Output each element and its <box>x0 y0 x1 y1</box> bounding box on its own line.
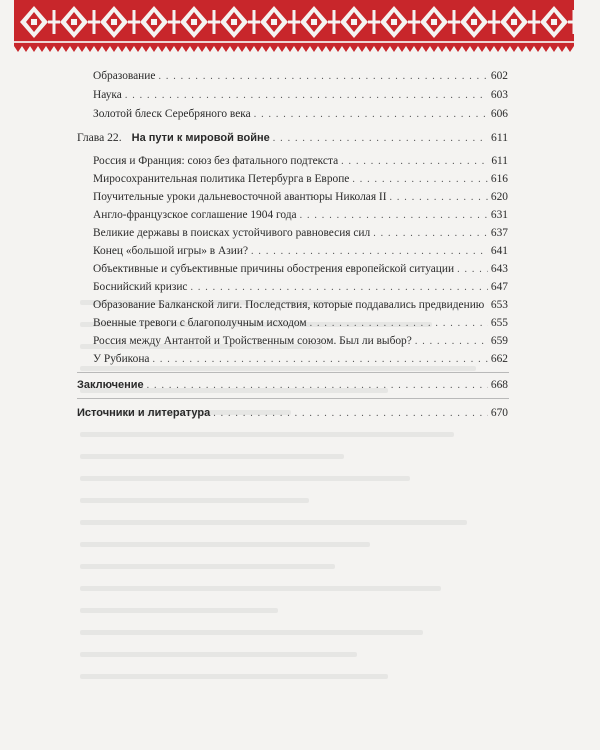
toc-entry-sources <box>77 406 508 421</box>
toc-entry-page: 662 <box>490 353 508 365</box>
section-divider <box>77 372 509 373</box>
toc-entry <box>93 334 508 349</box>
toc-entry <box>93 316 508 331</box>
dot-leader <box>373 227 488 241</box>
toc-entry-title: Образование <box>93 70 156 82</box>
toc-entry <box>93 298 508 313</box>
toc-entry-page: 611 <box>491 155 508 167</box>
toc-entry-title: Наука <box>93 89 122 101</box>
chapter-label <box>77 131 270 145</box>
dot-leader <box>254 108 488 122</box>
toc-entry-conclusion <box>77 378 508 393</box>
toc-entry <box>93 244 508 259</box>
dot-leader <box>213 407 488 421</box>
toc-entry <box>93 190 508 205</box>
toc-entry-title: Источники и литература <box>77 407 211 419</box>
toc-entry <box>93 280 508 295</box>
toc-entry <box>93 154 508 169</box>
toc-entry-page: 616 <box>490 173 508 185</box>
toc-entry-title: Образование Балканской лиги. Последствия, которые поддавались предвидению <box>93 299 485 311</box>
dot-leader <box>310 317 488 331</box>
chapter-title: На пути к мировой войне <box>131 132 270 144</box>
chapter-number: Глава 22. <box>77 131 122 144</box>
toc-entry <box>93 172 508 187</box>
dot-leader <box>273 132 488 146</box>
dot-leader <box>190 281 487 295</box>
dot-leader <box>352 173 488 187</box>
toc-entry-title: У Рубикона <box>93 353 150 365</box>
toc-entry <box>93 262 508 277</box>
dot-leader <box>341 155 488 169</box>
chapter-page: 611 <box>491 131 508 144</box>
dot-leader <box>125 89 488 103</box>
toc-entry-title: Поучительные уроки дальневосточной авантюры Николая II <box>93 191 387 203</box>
toc-entry-title: Военные тревоги с благополучным исходом <box>93 317 307 329</box>
toc-entry <box>93 88 508 103</box>
toc-entry-page: 602 <box>490 70 508 82</box>
section-divider <box>77 398 509 399</box>
toc-entry <box>93 352 508 367</box>
toc-entry-page: 603 <box>490 89 508 101</box>
toc-entry <box>93 226 508 241</box>
toc-entry-page: 643 <box>490 263 508 275</box>
toc-entry-title: Англо-французское соглашение 1904 года <box>93 209 297 221</box>
toc-entry-title: Россия и Франция: союз без фатального подтекста <box>93 155 339 167</box>
toc-entry-page: 659 <box>490 335 508 347</box>
toc-entry-title: Боснийский кризис <box>93 281 188 293</box>
toc-entry-title: Миросохранительная политика Петербурга в Европе <box>93 173 350 185</box>
toc-entry-page: 641 <box>490 245 508 257</box>
chapter-heading <box>77 131 508 146</box>
toc-entry-page: 620 <box>490 191 508 203</box>
toc-entry-page: 653 <box>490 299 508 311</box>
toc-entry-page: 655 <box>490 317 508 329</box>
toc-entry <box>93 69 508 84</box>
dot-leader <box>487 299 488 313</box>
toc-entry-page: 668 <box>490 379 508 391</box>
toc-entry-page: 606 <box>490 108 508 120</box>
toc-entry <box>93 208 508 223</box>
toc-entry-page: 631 <box>490 209 508 221</box>
toc-entry-title: Объективные и субъективные причины обострения европейской ситуации <box>93 263 455 275</box>
dot-leader <box>457 263 488 277</box>
dot-leader <box>153 353 488 367</box>
toc-entry <box>93 107 508 122</box>
toc-entry-title: Россия между Антантой и Тройственным союзом. Был ли выбор? <box>93 335 412 347</box>
toc-entry-page: 637 <box>490 227 508 239</box>
dot-leader <box>390 191 488 205</box>
dot-leader <box>251 245 488 259</box>
toc-entry-title: Золотой блеск Серебряного века <box>93 108 251 120</box>
dot-leader <box>300 209 488 223</box>
toc-entry-page: 670 <box>490 407 508 419</box>
dot-leader <box>415 335 488 349</box>
dot-leader <box>147 379 488 393</box>
toc-entry-title: Конец «большой игры» в Азии? <box>93 245 249 257</box>
dot-leader <box>158 70 487 84</box>
toc-entry-page: 647 <box>490 281 508 293</box>
toc-entry-title: Великие державы в поисках устойчивого равновесия сил <box>93 227 371 239</box>
toc-entry-title: Заключение <box>77 379 144 391</box>
